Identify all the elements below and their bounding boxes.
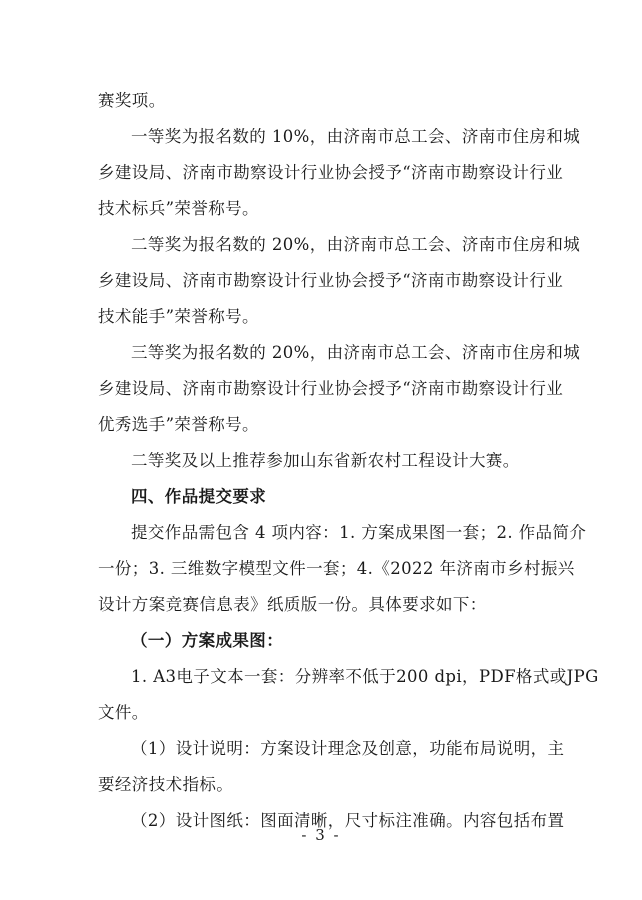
text-line: 1. A3电子文本一套：分辨率不低于200 dpi，PDF格式或JPG: [131, 667, 599, 686]
text-line: 技术能手”荣誉称号。: [98, 307, 259, 326]
section-heading: 四、作品提交要求: [131, 487, 267, 506]
text-line: 一等奖为报名数的 10%，由济南市总工会、济南市住房和城: [131, 127, 581, 146]
text-line: 提交作品需包含 4 项内容：1. 方案成果图一套；2. 作品简介: [131, 523, 587, 542]
text-line: 要经济技术指标。: [98, 775, 234, 794]
text-line: 文件。: [98, 703, 149, 722]
text-line: （2）设计图纸：图面清晰，尺寸标注准确。内容包括布置: [131, 811, 565, 830]
text-line: 技术标兵”荣誉称号。: [98, 199, 259, 218]
text-line: 优秀选手”荣誉称号。: [98, 415, 259, 434]
text-line: （1）设计说明：方案设计理念及创意，功能布局说明，主: [131, 739, 565, 758]
text-line: 乡建设局、济南市勘察设计行业协会授予“济南市勘察设计行业: [98, 379, 564, 398]
text-line: 三等奖为报名数的 20%，由济南市总工会、济南市住房和城: [131, 343, 581, 362]
text-line: 设计方案竞赛信息表》纸质版一份。具体要求如下：: [98, 595, 487, 614]
text-line: 二等奖及以上推荐参加山东省新农村工程设计大赛。: [131, 451, 520, 470]
text-line: 一份；3. 三维数字模型文件一套；4.《2022 年济南市乡村振兴: [98, 559, 575, 578]
text-line: 乡建设局、济南市勘察设计行业协会授予“济南市勘察设计行业: [98, 163, 564, 182]
page-number: - 3 -: [301, 826, 341, 844]
text-line: 赛奖项。: [98, 91, 166, 110]
subsection-heading: （一）方案成果图：: [131, 631, 284, 650]
text-line: 二等奖为报名数的 20%，由济南市总工会、济南市住房和城: [131, 235, 581, 254]
text-line: 乡建设局、济南市勘察设计行业协会授予“济南市勘察设计行业: [98, 271, 564, 290]
